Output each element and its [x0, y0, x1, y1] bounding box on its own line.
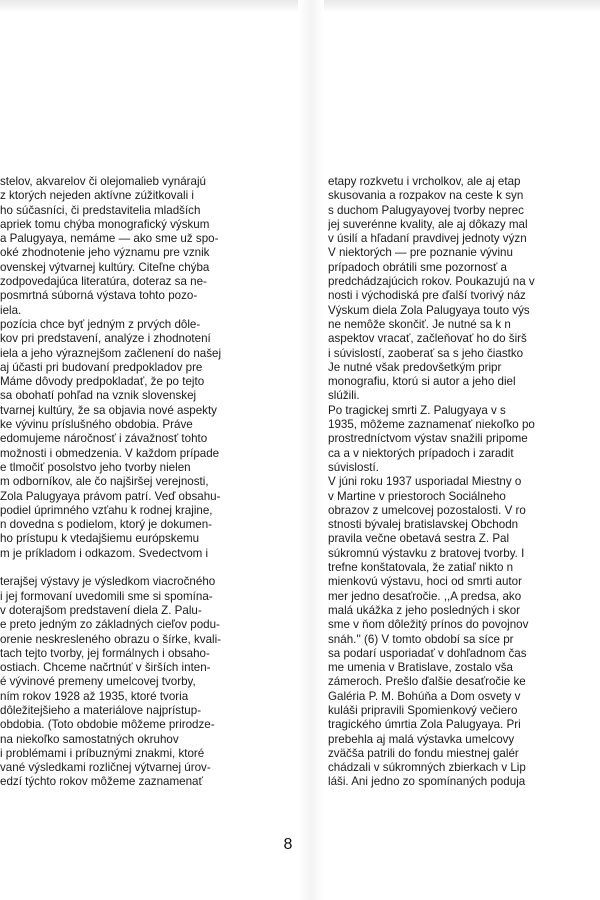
text-line: z ktorých nejeden aktívne zúžitkovali i [0, 189, 194, 203]
text-line: sa podarí usporiadať v dohľadnom čas [328, 646, 527, 660]
text-line: láši. Ani jedno zo spomínaných poduja [328, 775, 526, 789]
text-line: pravila večne obetavá sestra Z. Pal [328, 532, 510, 546]
text-line: súkromnú výstavku z bratovej tvorby. I [328, 546, 525, 560]
text-line: vané výsledkami rozličnej výtvarnej úrov- [0, 761, 211, 775]
text-line: ním rokov 1928 až 1935, ktoré tvoria [0, 689, 189, 703]
text-line: iela a jeho výraznejšom začlenení do našej [0, 346, 222, 360]
text-line: mienkovú výstavu, hoci od smrti autor [328, 575, 522, 589]
text-line: Máme dôvody predpokladať, že po tejto [0, 375, 205, 389]
text-line: prípadoch obrátili sme pozornosť a [328, 260, 507, 274]
text-line: 1935, môžeme zaznamenať niekoľko po [328, 418, 535, 432]
text-line: snáh.'' (6) V tomto období sa síce pr [328, 632, 514, 646]
text-line: me umenia v Bratislave, zostalo vša [328, 661, 513, 675]
text-line: dôležitejšieho a materiálove najprístup- [0, 703, 202, 717]
text-line: prebehla aj malá výstavka umelcovy [328, 732, 515, 746]
text-line: é vývinové premeny umelcovej tvorby, [0, 675, 196, 689]
text-line: stnosti bývalej bratislavskej Obchodn [328, 518, 519, 532]
text-line: obrazov z umelcovej pozostalosti. V ro [328, 503, 526, 517]
text-line: Galéria P. M. Bohúňa a Dom osvety v [328, 689, 521, 703]
right-text-column [328, 175, 600, 790]
text-line: oké zhodnotenie jeho významu pre vznik [0, 246, 210, 260]
text-line: ca a v niektorých prípadoch i zaradit [328, 446, 514, 460]
text-line: ho prístupu k vtedajšiemu európskemu [0, 532, 200, 546]
text-line: v Martine v priestoroch Sociálneho [328, 489, 506, 503]
text-line: Výskum diela Zola Palugyaya touto výs [328, 303, 530, 317]
text-line: e tlmočiť posolstvo jeho tvorby nielen [0, 460, 191, 474]
text-line: tvarnej kultúry, že sa objavia nové aspekty [0, 403, 217, 417]
text-line: Po tragickej smrti Z. Palugyaya v s [328, 403, 506, 417]
text-line: tach tejto tvorby, jej formálnych i obsaho- [0, 646, 210, 660]
text-line: kov pri predstavení, analýze i zhodnotení [0, 332, 211, 346]
text-line: terajšej výstavy je výsledkom viacročného [0, 575, 216, 589]
text-line [0, 561, 296, 575]
text-line: obdobia. (Toto obdobie môžeme prirodze- [0, 718, 215, 732]
text-line: ovenskej výtvarnej kultúry. Citeľne chýba [0, 260, 210, 274]
text-line: zväčša patrili do fondu miestnej galér [328, 746, 519, 760]
text-line: kuláši pripravili Spomienkový večiero [328, 703, 518, 717]
text-line: pozícia chce byť jedným z prvých dôle- [0, 317, 201, 331]
text-line: i súvislostí, zaoberať sa s jeho čiastko [328, 346, 524, 360]
text-line: na niekoľko samostatných okruhov [0, 732, 179, 746]
text-line: možnosti i obmedzenia. V každom prípade [0, 446, 220, 460]
text-line: stelov, akvarelov či olejomalieb vynárajú [0, 175, 206, 188]
text-line: v úsilí a hľadaní pravdivej jednoty význ [328, 232, 527, 246]
text-line: edzí týchto rokov môžeme zaznamenať [0, 775, 203, 789]
text-line: trefne konštatovala, že zatiaľ nikto n [328, 561, 514, 575]
text-line: sa obohatí pohľad na vznik slovenskej [0, 389, 197, 403]
text-line: zámeroch. Prešlo ďalšie desaťročie ke [328, 675, 526, 689]
text-line: a Palugyaya, nemáme — ako sme už spo- [0, 232, 219, 246]
text-line: aspektov vracať, začleňovať ho do širš [328, 332, 527, 346]
text-line: m odborníkov, ale čo najširšej verejnosti, [0, 475, 209, 489]
text-line: n dovedna s podielom, ktorý je dokumen- [0, 518, 213, 532]
text-line: Je nutné však predovšetkým pripr [328, 360, 502, 374]
text-line: i jej formovaní uvedomili sme si spomína- [0, 589, 213, 603]
text-line: predchádzajúcich rokov. Poukazujú na v [328, 275, 535, 289]
text-line: mer jedno desaťročie. ,,A predsa, ako [328, 589, 522, 603]
text-line: etapy rozkvetu i vrcholkov, ale aj etap [328, 175, 521, 188]
text-line: prostredníctvom výstav snažili pripome [328, 432, 528, 446]
text-line: chádzali v súkromných zbierkach v Lip [328, 761, 526, 775]
text-line: malá ukážka z jeho posledných i skor [328, 603, 521, 617]
text-line: ho súčasníci, či predstavitelia mladších [0, 203, 201, 217]
left-text-column [0, 175, 296, 790]
text-line: m je príkladom i odkazom. Svedectvom i [0, 546, 209, 560]
text-line: zodpovedajúca literatúra, doteraz sa ne- [0, 275, 207, 289]
text-line: jej suverénne kvality, ale aj dôkazy mal [328, 217, 528, 231]
text-line: v doterajšom predstavení diela Z. Palu- [0, 603, 202, 617]
text-line: aj účasti pri budovaní predpokladov pre [0, 360, 203, 374]
text-line: tragického úmrtia Zola Palugyaya. Pri [328, 718, 521, 732]
text-line: ke vývinu príslušného obdobia. Práve [0, 418, 193, 432]
text-line: Zola Palugyaya právom patrí. Veď obsahu- [0, 489, 221, 503]
text-line: V júni roku 1937 usporiadal Miestny o [328, 475, 522, 489]
text-line: apriek tomu chýba monografický výskum [0, 217, 210, 231]
text-line: skusovania a rozpakov na ceste k syn [328, 189, 524, 203]
text-line: e preto jedným zo základných cieľov podu- [0, 618, 220, 632]
text-line: V niektorých — pre poznanie vývinu [328, 246, 513, 260]
text-line: nosti i východiská pre ďalší tvorivý náz [328, 289, 526, 303]
text-line: orenie neskresleného obrazu o šírke, kvali- [0, 632, 222, 646]
page-number: 8 [283, 836, 293, 853]
text-line: i problémami i príbuznými znakmi, ktoré [0, 746, 205, 760]
text-line: monografiu, ktorú si autor a jeho diel [328, 375, 516, 389]
text-line: edomujeme náročnosť i závažnosť tohto [0, 432, 208, 446]
text-line: slúžili. [328, 389, 360, 403]
text-line: sme v ňom dôležitý prínos do povojnov [328, 618, 529, 632]
book-gutter [298, 0, 324, 900]
text-line: ostiach. Chceme načrtnúť v širších inten- [0, 661, 211, 675]
text-line: posmrtná súborná výstava tohto pozo- [0, 289, 198, 303]
text-line: podiel úprimného vzťahu k rodnej krajine, [0, 503, 213, 517]
text-line: s duchom Palugyayovej tvorby neprec [328, 203, 524, 217]
text-line: iela. [0, 303, 22, 317]
text-line: súvislostí. [328, 460, 379, 474]
text-line: ne nemôže skončiť. Je nutné sa k n [328, 317, 511, 331]
